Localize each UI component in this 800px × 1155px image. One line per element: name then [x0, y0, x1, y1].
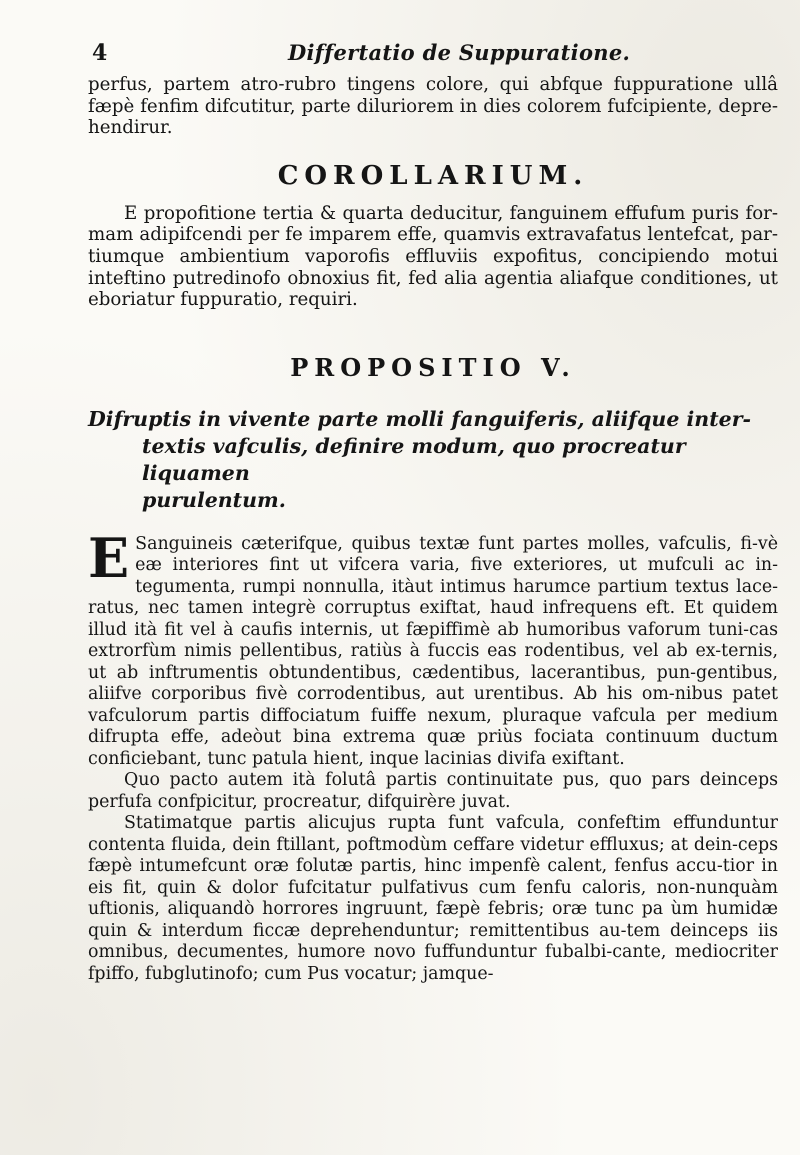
- corollarium-heading: COROLLARIUM.: [277, 160, 589, 191]
- propositio-paragraph-2: Quo pacto autem ità folutâ partis continuitate pus, quo pars deinceps perfufa confpicitur, procreatur, difquirère juvat.: [88, 770, 778, 812]
- intro-paragraph: perfus, partem atro-rubro tingens colore, qui abfque fuppuratione ullâ fæpè fenfim difcutitur, parte diluriorem in dies colorem fufcipiente, depre-hendirur.: [88, 74, 778, 139]
- propositio-statement-line-3: purulentum.: [142, 487, 286, 512]
- propositio-statement: [88, 406, 778, 514]
- propositio-paragraph-3: Statimatque partis alicujus rupta funt vafcula, confeftim effunduntur contenta fluida, dein ftillant, poftmodùm ceffare videtur effluxus; at dein-ceps fæpè intumefcunt oræ folutæ partis, hinc impenfè calent, fenfus accu-tior in eis fit, quin & dolor fufcitatur pulfativus cum fenfu caloris, non-nunquàm uftionis, aliquandò horrores ingruunt, fæpè febris; oræ tunc pa ùm humidæ quin & interdum ficcæ deprehenduntur; remittentibus au-tem deinceps iis omnibus, decumentes, humore novo fuffunduntur fubalbi-cante, mediocriter fpiffo, fubglutinofo; cum Pus vocatur; jamque-: [88, 813, 778, 984]
- propositio-statement-line-1: Difruptis in vivente parte molli fanguiferis, aliifque inter-: [88, 406, 752, 431]
- propositio-heading: PROPOSITIO V.: [290, 352, 576, 382]
- page-content: [88, 40, 778, 985]
- running-head: [88, 40, 778, 74]
- page-number: 4: [92, 40, 108, 66]
- corollarium-text: E propofitione tertia & quarta deducitur, fanguinem effufum puris for-mam adipifcendi per fe imparem effe, quamvis extravafatus lentefcat, par-tiumque ambientium vaporofis effluviis expofitus, concipiendo motui inteftino putredinofo obnoxius fit, fed alia agentia aliafque conditiones, ut eboriatur fuppuratio, requiri.: [88, 202, 778, 311]
- propositio-paragraph-1: ESanguineis cæterifque, quibus textæ funt partes molles, vafculis, fi-vè eæ interiores fint ut vifcera varia, five exteriores, ut mufculi ac in-tegumenta, rumpi nonnulla, itàut intimus harumce partium textus lace-ratus, nec tamen integrè corruptus exiftat, haud infrequens eft. Et quidem illud ità fit vel à caufis internis, ut fæpiffimè ab humoribus vaforum tuni-cas extrorfùm nimis pellentibus, ratiùs à fuccis eas rodentibus, vel ab ex-ternis, ut ab inftrumentis obtundentibus, cædentibus, lacerantibus, pun-gentibus, aliifve corporibus fivè corrodentibus, aut urentibus. Ab his om-nibus patet vafculorum partis diffociatum fuiffe nexum, pluraque vafcula per medium difrupta effe, adeòut bina extrema quæ priùs fociata continuum ductum conficiebant, tunc patula hient, inque lacinias divifa exiftant.: [88, 525, 778, 769]
- propositio-statement-line-2: textis vafculis, definire modum, quo procreatur liquamen: [142, 433, 686, 485]
- running-title: Differtatio de Suppuratione.: [288, 40, 631, 65]
